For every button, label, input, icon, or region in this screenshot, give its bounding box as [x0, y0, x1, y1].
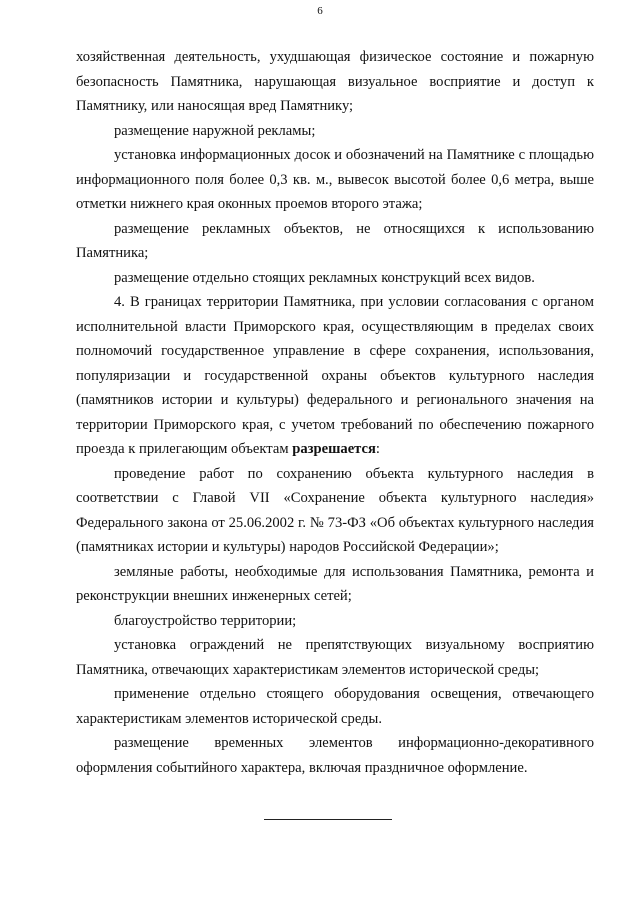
page-number: 6: [317, 5, 323, 17]
permitted-keyword: разрешается: [292, 441, 376, 457]
closing-rule: [264, 819, 392, 820]
paragraph-info-boards: установка информационных досок и обозначений на Памятнике с площадью информационного поля более 0,3 кв. м., вывесок высотой более 0,6 метра, выше отметки нижнего края оконных проемов второго этажа;: [76, 147, 594, 212]
paragraph-fencing: установка ограждений не препятствующих визуальному восприятию Памятника, отвечающих характеристикам элементов исторической среды;: [76, 637, 594, 678]
paragraph-lighting: применение отдельно стоящего оборудования освещения, отвечающего характеристикам элементов исторической среды.: [76, 686, 594, 727]
paragraph-section-4: [76, 290, 594, 462]
paragraph-earthworks: земляные работы, необходимые для использования Памятника, ремонта и реконструкции внешних инженерных сетей;: [76, 563, 594, 604]
paragraph-economic-activity: хозяйственная деятельность, ухудшающая физическое состояние и пожарную безопасность Памятника, нарушающая визуальное восприятие и доступ к Памятнику, или наносящая вред Памятнику;: [76, 49, 594, 114]
paragraph-landscaping: благоустройство территории;: [114, 612, 297, 629]
section-4-text: 4. В границах территории Памятника, при условии согласования с органом исполнительной власти Приморского края, осуществляющим в пределах своих полномочий государственное управление в сфере сохранения, использования, популяризации и государственной охраны объектов культурного наследия (памятников истории и культуры) федерального и регионального значения на территории Приморского края, с учетом требований по обеспечению пожарного проезда к прилегающим объектам: [76, 294, 594, 457]
paragraph-outdoor-ads: размещение наружной рекламы;: [114, 122, 316, 139]
paragraph-standalone-ads: размещение отдельно стоящих рекламных конструкций всех видов.: [114, 269, 535, 286]
document-body: [76, 45, 594, 780]
paragraph-preservation-works: проведение работ по сохранению объекта культурного наследия в соответствии с Главой VII «Сохранение объекта культурного наследия» Федерального закона от 25.06.2002 г. № 73-ФЗ «Об объектах культурного наследия (памятниках истории и культуры) народов Российской Федерации»;: [76, 465, 594, 555]
paragraph-ad-objects: размещение рекламных объектов, не относящихся к использованию Памятника;: [76, 220, 594, 261]
section-4-colon: :: [375, 441, 380, 457]
paragraph-decorative-elements: размещение временных элементов информационно-декоративного оформления событийного характера, включая праздничное оформление.: [76, 735, 594, 776]
